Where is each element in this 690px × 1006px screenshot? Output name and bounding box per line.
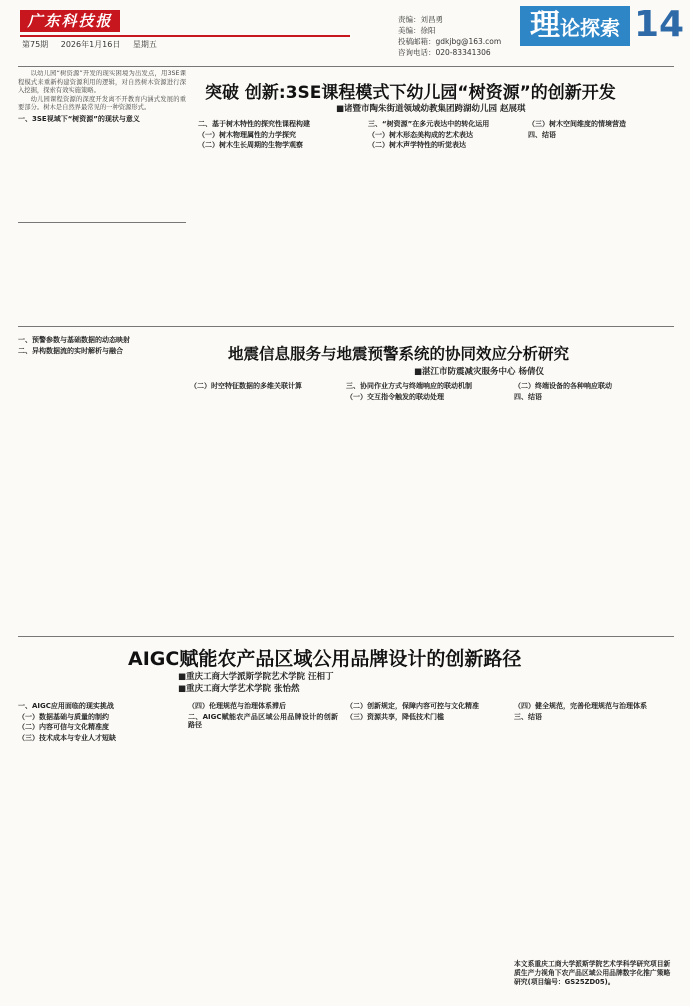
article1-column-3 [368, 118, 516, 323]
editor-info [398, 14, 518, 58]
sub-heading: （四）健全规范，完善伦理规范与治理体系 [514, 702, 647, 710]
article3-column-3 [346, 700, 506, 998]
editor-line: 美编：徐阳 [398, 26, 436, 35]
divider [18, 222, 186, 223]
article2-column-3 [346, 380, 506, 626]
section-heading: 三、结语 [514, 712, 542, 721]
sub-heading: （一）树木形态美构成的艺术表达 [368, 130, 473, 139]
issue-info [22, 39, 167, 50]
section-heading: 一、3SE视域下“树资源”的现状与意义 [18, 114, 140, 123]
paragraph: 幼儿园课程资源的深度开发离不开教育内涵式发展的重要部分。树木是自然界最常见的一种资源形式。 [18, 95, 186, 112]
article1-column-4 [528, 118, 674, 323]
section-title-main: 理 [530, 8, 560, 43]
section-heading: 四、结语 [528, 130, 556, 139]
sub-heading: （三）树木空间维度的情境营造 [528, 120, 626, 128]
article3-column-1 [18, 700, 178, 998]
sub-heading: （二）内容可信与文化精准度 [18, 723, 109, 732]
article1-title: 突破 创新:3SE课程模式下幼儿园“树资源”的创新开发 [205, 83, 616, 103]
sub-heading: （二）树木声学特性的听觉表达 [368, 141, 466, 150]
article3-column-4 [514, 700, 674, 952]
sub-heading: （一）数据基础与质量的制约 [18, 712, 109, 721]
article1-column-1 [18, 70, 186, 220]
article2-column-2 [190, 380, 338, 626]
divider [18, 66, 674, 67]
article2-column-1 [18, 334, 180, 626]
section-heading: 二、AIGC赋能农产品区域公用品牌设计的创新路径 [188, 712, 338, 730]
editor-line: 投稿邮箱：gdkjbg@163.com [398, 37, 502, 46]
byline-text: ■重庆工商大学艺术学院 张怡然 [178, 684, 300, 694]
sub-heading: （二）终端设备的各种响应联动 [514, 382, 612, 390]
section-heading: （二）时空特征数据的多维关联计算 [190, 382, 302, 390]
article2-title: 地震信息服务与地震预警系统的协同效应分析研究 [228, 345, 570, 363]
section-heading: 二、异构数据流的实时解析与融合 [18, 346, 123, 355]
article3-byline [178, 682, 300, 694]
section-heading: 三、“树资源”在多元表达中的转化运用 [368, 120, 490, 128]
section-heading: 一、AIGC应用面临的现实挑战 [18, 702, 114, 710]
article3-column-2 [188, 700, 338, 998]
paragraph: 以幼儿园“树资源”开发的现实困境为出发点，用3SE课程模式来重新构建资源利用的逻辑，对自然树木资源进行深入挖掘，探索有效实施策略。 [18, 70, 186, 95]
section-title [520, 6, 630, 46]
divider [18, 326, 674, 327]
article3-byline [178, 670, 334, 682]
sub-heading: （一）交互指令触发的联动处理 [346, 392, 444, 401]
section-title-rest: 论探索 [560, 16, 620, 40]
sub-heading: （四）伦理规范与治理体系滞后 [188, 702, 286, 710]
editor-line: 咨询电话：020-83341306 [398, 48, 491, 57]
sub-heading: （二）创新规定，保障内容可控与文化精准 [346, 702, 479, 710]
sub-heading: （三）技术成本与专业人才短缺 [18, 733, 116, 742]
weekday: 星期五 [132, 40, 157, 49]
edition: 第75期 [22, 40, 49, 49]
masthead [0, 0, 690, 66]
date: 2026年1月16日 [60, 40, 121, 49]
article1-byline: ■诸暨市陶朱街道领域幼教集团跨湖幼儿园 赵展琪 [336, 104, 526, 114]
section-heading: 二、基于树木特性的探究性课程构建 [198, 120, 310, 128]
article1-column-2 [198, 118, 356, 323]
newspaper-logo: 广东科技报 [20, 10, 120, 32]
article3-title: AIGC赋能农产品区域公用品牌设计的创新路径 [128, 648, 522, 670]
section-heading: 一、预警参数与基础数据的动态映射 [18, 336, 130, 344]
divider [18, 636, 674, 637]
section-heading: 三、协同作业方式与终端响应的联动机制 [346, 382, 472, 390]
sub-heading: （一）树木物理属性的力学探究 [198, 130, 296, 139]
section-heading: 四、结语 [514, 392, 542, 401]
sub-heading: （二）树木生长周期的生物学观察 [198, 141, 303, 150]
masthead-rule [20, 35, 350, 37]
editor-line: 责编：刘昌勇 [398, 15, 443, 24]
page-number: 14 [633, 4, 685, 45]
sub-heading: （三）资源共享，降低技术门槛 [346, 712, 444, 721]
article3-footnote: 本文系重庆工商大学派斯学院艺术学科学研究项目新质生产力视角下农产品区域公用品牌数字化推广策略研究(项目编号：GS25ZD05)。 [514, 960, 671, 986]
byline-text: ■重庆工商大学派斯学院艺术学院 汪相丁 [178, 672, 334, 682]
article2-column-4 [514, 380, 674, 626]
article2-byline: ■湛江市防震减灾服务中心 杨倩仪 [414, 367, 544, 377]
